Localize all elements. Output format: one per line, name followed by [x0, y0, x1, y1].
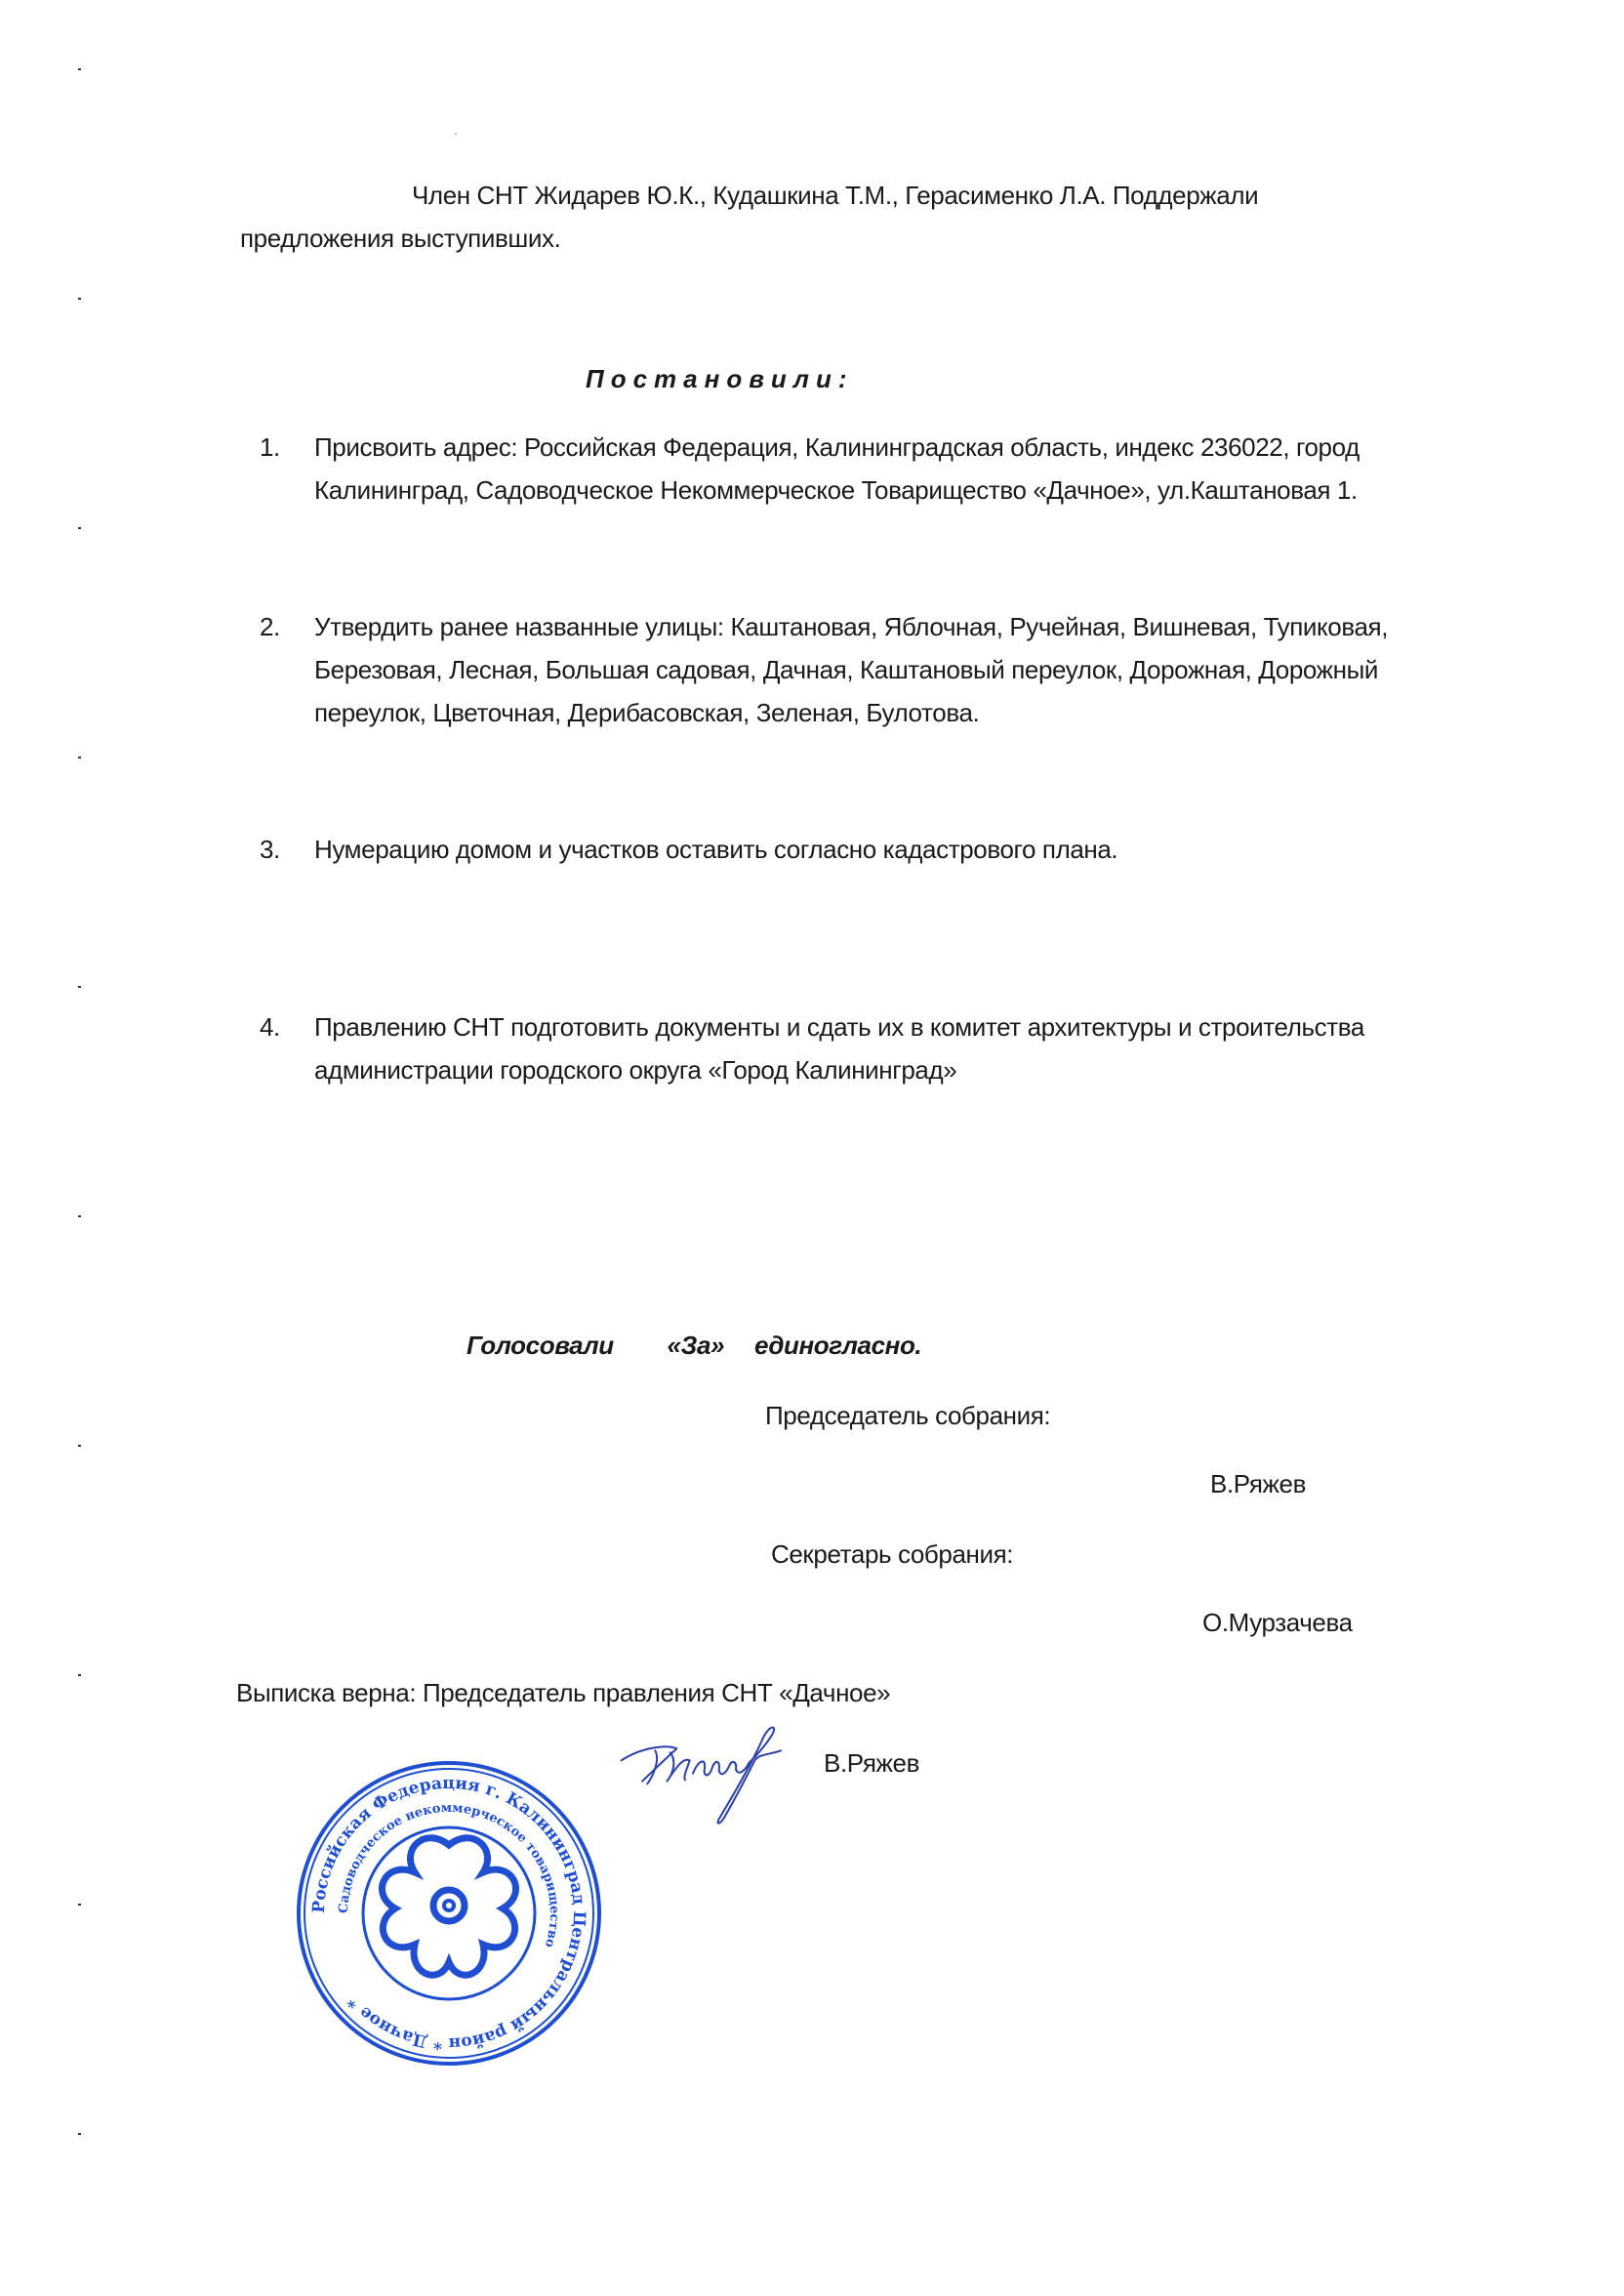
item-line: администрации городского округа «Город Калининград» [314, 1055, 957, 1085]
vote-label: Голосовали [467, 1331, 614, 1360]
vote-outcome: единогласно. [753, 1331, 922, 1360]
item-number: 2. [260, 612, 280, 641]
scan-dot [78, 757, 81, 758]
vote-value: «За» [667, 1331, 725, 1360]
scan-dot [78, 298, 81, 300]
extract-signer-name: В.Ряжев [824, 1748, 919, 1778]
item-line: Березовая, Лесная, Большая садовая, Дачная, Каштановый переулок, Дорожная, Дорожный [314, 655, 1379, 684]
chair-label: Председатель собрания: [765, 1401, 1051, 1430]
scan-dot [78, 1904, 81, 1906]
stamp-outer-text: Российская Федерация г. Калининград Центральный район * Дачное * [308, 1773, 589, 2054]
item-number: 3. [260, 835, 280, 864]
resolution-heading: Постановили: [586, 364, 854, 393]
intro-line-2: предложения выступивших. [240, 224, 561, 253]
intro-line-1: Член СНТ Жидарев Ю.К., Кудашкина Т.М., Герасименко Л.А. Поддержали [412, 181, 1259, 210]
chair-name: В.Ряжев [1210, 1469, 1306, 1498]
stamp-flower [382, 1838, 515, 1976]
intro-paragraph [240, 174, 1411, 260]
scan-dot [78, 1215, 81, 1217]
item-line: Нумерацию домом и участков оставить согласно кадастрового плана. [314, 835, 1118, 864]
item-line: Присвоить адрес: Российская Федерация, Калининградская область, индекс 236022, город [314, 432, 1360, 462]
scan-dot [78, 68, 81, 70]
stamp-inner-text: Садоводческое некоммерческое товарищество [336, 1800, 562, 1949]
item-line: Калининград, Садоводческое Некоммерческое Товарищество «Дачное», ул.Каштановая 1. [314, 475, 1358, 505]
item-number: 1. [260, 432, 280, 462]
scan-dot [78, 1445, 81, 1447]
scan-dot [78, 527, 81, 529]
extract-certification: Выписка верна: Председатель правления СНТ «Дачное» [236, 1678, 891, 1707]
item-number: 4. [260, 1012, 280, 1042]
handwritten-signature-icon [615, 1718, 810, 1835]
official-stamp-icon [293, 1757, 605, 2070]
scan-dot [78, 986, 81, 988]
item-line: переулок, Цветочная, Дерибасовская, Зеленая, Булотова. [314, 698, 980, 727]
item-line: Утвердить ранее названные улицы: Каштановая, Яблочная, Ручейная, Вишневая, Тупиковая, [314, 612, 1389, 641]
scan-artifact [455, 133, 457, 135]
vote-result [467, 1324, 921, 1367]
scan-dot [78, 1674, 81, 1676]
item-line: Правлению СНТ подготовить документы и сдать их в комитет архитектуры и строительства [314, 1012, 1364, 1042]
scan-dot [78, 2133, 81, 2135]
secretary-name: О.Мурзачева [1202, 1608, 1353, 1637]
secretary-label: Секретарь собрания: [771, 1539, 1014, 1569]
